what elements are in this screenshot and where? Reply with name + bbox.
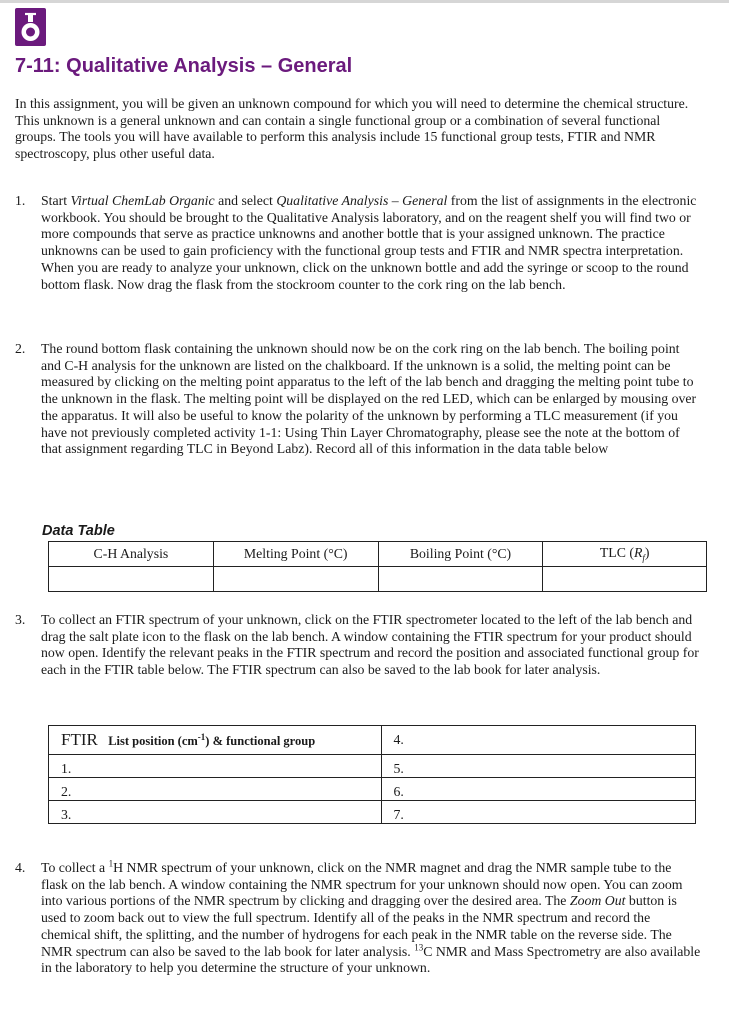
ftir-row-6[interactable]: 6. xyxy=(381,778,695,801)
step-text: To collect an FTIR spectrum of your unknown, click on the FTIR spectrometer located to the left of the lab bench and drag the salt plate icon to the flask on the lab bench. A window containing the FTIR spectrum for your product should now open. Identify the relevant peaks in the FTIR spectrum and record the position and associated functional group for each in the FTIR table below. The FTIR spectrum can also be saved to the lab book for later analysis. xyxy=(41,612,699,678)
table-row xyxy=(49,801,696,824)
col-tlc: TLC $(R_f)$ xyxy=(543,542,707,567)
col-boiling-point: Boiling Point (°C) xyxy=(378,542,543,567)
step-number: 4. xyxy=(15,860,26,875)
input-tlc[interactable] xyxy=(543,567,707,592)
step-text: To collect a $^1$H NMR spectrum of your unknown, click on the NMR magnet and drag the NMR sample tube to the flask on the lab bench. A window containing the NMR spectrum for your unknown should now open. You can zoom into various portions of the NMR spectrum by clicking and dragging over the desired area. The Zoom Out button is used to zoom back out to view the full spectrum. Identify all of the peaks in the NMR spectrum and record the chemical shift, the splitting, and the number of hydrogens for each peak in the NMR table on the reverse side. The NMR spectrum can also be saved to the lab book for later analysis. $^{13}$C NMR and Mass Spectrometry are also available in the laboratory to help you determine the structure of your unknown. xyxy=(41,858,701,976)
data-table xyxy=(48,541,707,592)
ftir-row-3[interactable]: 3. xyxy=(49,801,382,824)
flask-logo xyxy=(15,8,46,46)
col-ch-analysis: C-H Analysis xyxy=(49,542,214,567)
input-melting-point[interactable] xyxy=(213,567,378,592)
col-melting-point: Melting Point (°C) xyxy=(213,542,378,567)
table-row xyxy=(49,542,707,567)
step-text: Start Virtual ChemLab Organic and select Qualitative Analysis – General from the list of assignments in the electronic workbook. You should be brought to the Qualitative Analysis laboratory, and on the reagent shelf you will find two or more compounds that serve as practice unknowns and another bottle that is your assigned unknown. The practice unknowns can be used to gain proficiency with the functional group tests and FTIR and NMR spectra interpretation. When you are ready to analyze your unknown, click on the unknown bottle and add the syringe or scoop to the round bottom flask. Now drag the flask from the stockroom counter to the cork ring on the lab bench. xyxy=(41,193,697,292)
top-border xyxy=(0,0,729,3)
ftir-row-4[interactable]: 4. xyxy=(381,726,695,755)
table-row xyxy=(49,726,696,755)
ftir-row-1[interactable]: 1. xyxy=(49,755,382,778)
ftir-table xyxy=(48,725,696,824)
ftir-row-5[interactable]: 5. xyxy=(381,755,695,778)
table-row xyxy=(49,755,696,778)
intro-paragraph: In this assignment, you will be given an unknown compound for which you will need to determine the chemical structure. This unknown is a general unknown and can contain a single functional group or a combination of several functional groups. The tools you will have available to perform this analysis include 15 functional group tests, FTIR and NMR spectroscopy, plus other useful data. xyxy=(15,96,689,162)
input-boiling-point[interactable] xyxy=(378,567,543,592)
ftir-header: FTIR List position $(cm^{-1})$ & functional group xyxy=(49,726,382,755)
ftir-row-7[interactable]: 7. xyxy=(381,801,695,824)
step-text: The round bottom flask containing the unknown should now be on the cork ring on the lab bench. The boiling point and C-H analysis for the unknown are listed on the chalkboard. If the unknown is a solid, the melting point can be measured by clicking on the melting point apparatus to the left of the lab bench and dragging the melting point tube to the unknown in the flask. The melting point will be displayed on the red LED, which can be enlarged by mousing over the apparatus. It will also be useful to know the polarity of the unknown by performing a TLC measurement (if you have not previously completed activity 1-1: Using Thin Layer Chromatography, please see the note at the bottom of that assignment regarding TLC in Beyond Labz). Record all of this information in the data table below xyxy=(41,341,697,457)
step-number: 2. xyxy=(15,341,26,356)
flask-logo-icon xyxy=(15,8,46,46)
table-row xyxy=(49,567,707,592)
input-ch-analysis[interactable] xyxy=(49,567,214,592)
step-number: 1. xyxy=(15,193,26,208)
step-number: 3. xyxy=(15,612,26,627)
table-row xyxy=(49,778,696,801)
page-title: 7-11: Qualitative Analysis – General xyxy=(15,55,353,77)
ftir-row-2[interactable]: 2. xyxy=(49,778,382,801)
data-table-heading: Data Table xyxy=(42,523,115,539)
